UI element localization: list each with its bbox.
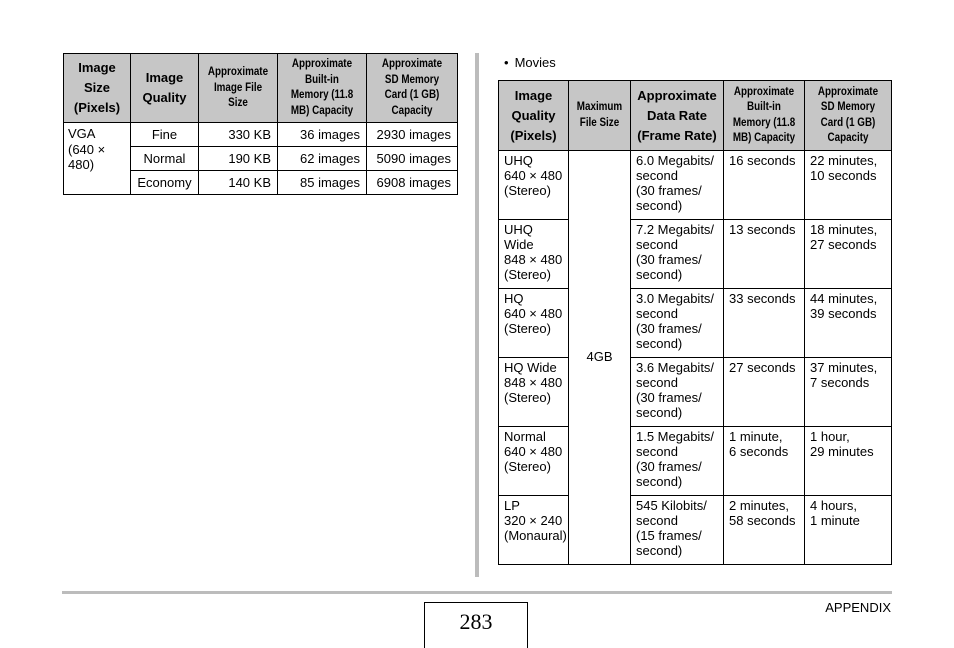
movies-heading <box>504 55 556 70</box>
builtin-capacity-cell: 27 seconds <box>724 358 805 427</box>
section-label: APPENDIX <box>825 600 891 615</box>
builtin-capacity-cell: 85 images <box>278 171 367 195</box>
builtin-capacity-cell: 1 minute, 6 seconds <box>724 427 805 496</box>
sd-capacity-cell: 37 minutes, 7 seconds <box>805 358 892 427</box>
quality-cell: UHQ 640 × 480 (Stereo) <box>499 151 569 220</box>
header-data-rate: Approximate Data Rate (Frame Rate) <box>631 81 724 151</box>
table-row <box>499 427 892 496</box>
file-size-cell: 330 KB <box>199 123 278 147</box>
table-header-row <box>64 54 458 123</box>
file-size-cell: 140 KB <box>199 171 278 195</box>
builtin-capacity-cell: 2 minutes, 58 seconds <box>724 496 805 565</box>
header-image-quality: Image Quality (Pixels) <box>499 81 569 151</box>
max-file-size-cell: 4GB <box>569 151 631 565</box>
quality-cell: HQ 640 × 480 (Stereo) <box>499 289 569 358</box>
still-image-capacity-table <box>63 53 458 195</box>
header-sd-capacity: Approximate SD Memory Card (1 GB) Capacity <box>367 54 458 123</box>
page-number: 283 <box>424 602 528 648</box>
data-rate-cell: 3.0 Megabits/ second (30 frames/ second) <box>631 289 724 358</box>
sd-capacity-cell: 4 hours, 1 minute <box>805 496 892 565</box>
header-sd-capacity: Approximate SD Memory Card (1 GB) Capacity <box>805 81 892 151</box>
quality-cell: Economy <box>131 171 199 195</box>
table-row <box>499 358 892 427</box>
column-divider <box>475 53 479 577</box>
header-builtin-capacity: Approximate Built-in Memory (11.8 MB) Capacity <box>724 81 805 151</box>
header-image-quality: Image Quality <box>131 54 199 123</box>
sd-capacity-cell: 1 hour, 29 minutes <box>805 427 892 496</box>
movies-heading-text: Movies <box>514 55 556 70</box>
movie-capacity-table <box>498 80 892 565</box>
quality-cell: Normal 640 × 480 (Stereo) <box>499 427 569 496</box>
bullet-icon: • <box>504 55 509 70</box>
footer-rule <box>62 591 892 594</box>
header-max-file-size: Maximum File Size <box>569 81 631 151</box>
data-rate-cell: 1.5 Megabits/ second (30 frames/ second) <box>631 427 724 496</box>
quality-cell: Normal <box>131 147 199 171</box>
builtin-capacity-cell: 16 seconds <box>724 151 805 220</box>
table-row <box>64 123 458 147</box>
builtin-capacity-cell: 13 seconds <box>724 220 805 289</box>
header-file-size: Approximate Image File Size <box>199 54 278 123</box>
file-size-cell: 190 KB <box>199 147 278 171</box>
data-rate-cell: 545 Kilobits/ second (15 frames/ second) <box>631 496 724 565</box>
table-header-row <box>499 81 892 151</box>
sd-capacity-cell: 6908 images <box>367 171 458 195</box>
builtin-capacity-cell: 62 images <box>278 147 367 171</box>
header-builtin-capacity: Approximate Built-in Memory (11.8 MB) Capacity <box>278 54 367 123</box>
data-rate-cell: 3.6 Megabits/ second (30 frames/ second) <box>631 358 724 427</box>
table-row <box>499 289 892 358</box>
sd-capacity-cell: 44 minutes, 39 seconds <box>805 289 892 358</box>
builtin-capacity-cell: 33 seconds <box>724 289 805 358</box>
table-row <box>499 220 892 289</box>
sd-capacity-cell: 22 minutes, 10 seconds <box>805 151 892 220</box>
table-row <box>499 496 892 565</box>
quality-cell: HQ Wide 848 × 480 (Stereo) <box>499 358 569 427</box>
sd-capacity-cell: 18 minutes, 27 seconds <box>805 220 892 289</box>
sd-capacity-cell: 2930 images <box>367 123 458 147</box>
data-rate-cell: 6.0 Megabits/ second (30 frames/ second) <box>631 151 724 220</box>
table-row <box>499 151 892 220</box>
sd-capacity-cell: 5090 images <box>367 147 458 171</box>
builtin-capacity-cell: 36 images <box>278 123 367 147</box>
quality-cell: LP 320 × 240 (Monaural) <box>499 496 569 565</box>
image-size-cell: VGA (640 × 480) <box>64 123 131 195</box>
data-rate-cell: 7.2 Megabits/ second (30 frames/ second) <box>631 220 724 289</box>
header-image-size: Image Size (Pixels) <box>64 54 131 123</box>
quality-cell: Fine <box>131 123 199 147</box>
quality-cell: UHQ Wide 848 × 480 (Stereo) <box>499 220 569 289</box>
